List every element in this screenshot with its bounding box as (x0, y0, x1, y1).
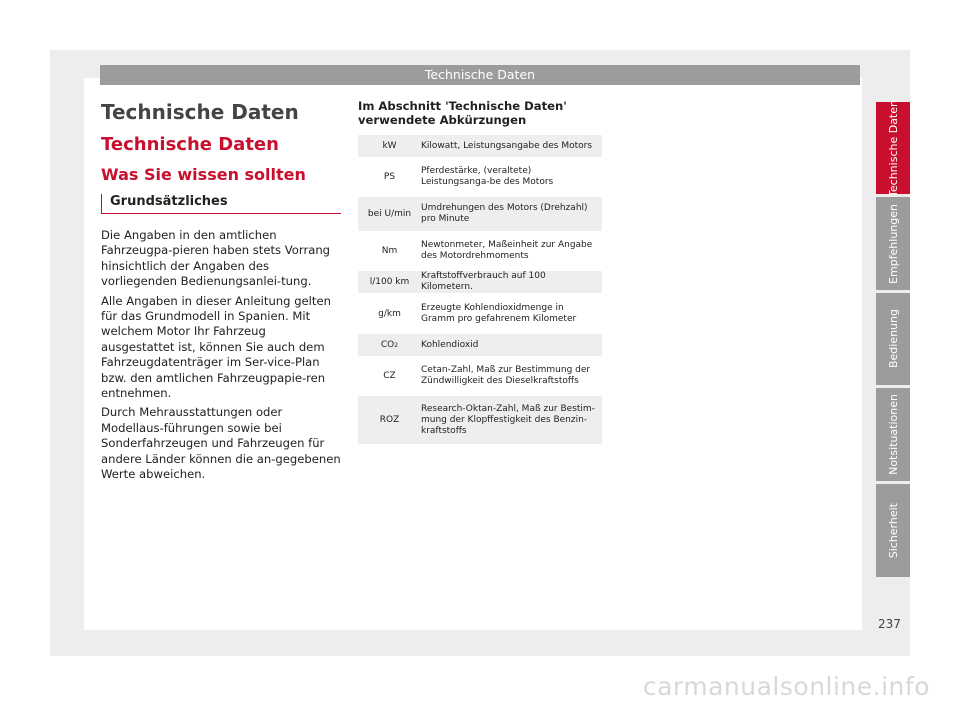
abbr-cell: Nm (381, 246, 398, 256)
table-row (358, 396, 602, 446)
desc-cell: Cetan-Zahl, Maß zur Bestimmung der Zündwilligkeit des Dieselkraftstoffs (421, 365, 591, 386)
tab-label: Technische Daten (886, 99, 900, 197)
abbreviation-table (358, 135, 602, 446)
subsection-title: Was Sie wissen sollten (101, 165, 306, 184)
desc-cell: Kilowatt, Leistungsangabe des Motors (421, 140, 593, 151)
page-number: 237 (878, 617, 901, 631)
desc-cell: Pferdestärke, (veraltete) Leistungsanga-be des Motors (421, 166, 554, 187)
abbr-cell: g/km (378, 308, 401, 319)
body-paragraph: Alle Angaben in dieser Anleitung gelten für das Grundmodell in Spanien. Mit welchem Motor Ihr Fahrzeug ausgestattet ist, können Sie auch dem Fahrzeugdatenträger im Ser-vice-Plan bzw. den amtlichen Fahrzeugpapie-ren entnehmen. (101, 293, 331, 401)
desc-cell: Research-Oktan-Zahl, Maß zur Bestim-mung der Klopffestigkeit des Benzin-kraftstoffs (421, 403, 595, 436)
abbr-main: CO (380, 340, 395, 350)
abbreviation-section (358, 99, 602, 446)
desc-cell: Erzeugte Kohlendioxidmenge in Gramm pro gefahrenem Kilometer (421, 302, 577, 324)
tab-bedienung[interactable] (876, 293, 910, 385)
table-row (358, 159, 602, 197)
desc-cell: Newtonmeter, Maßeinheit zur Angabe des Motordrehmoments (421, 240, 593, 261)
desc-cell: Kohlendioxid (421, 339, 479, 350)
table-row (358, 271, 602, 295)
tab-empfehlungen[interactable] (876, 197, 910, 290)
abbr-cell: l/100 km (369, 277, 410, 287)
abbr-cell (358, 334, 421, 356)
abbreviation-table-title: Im Abschnitt 'Technische Daten' verwendete Abkürzungen (358, 99, 567, 127)
abbr-cell: bei U/min (367, 209, 412, 219)
table-row (358, 135, 602, 159)
watermark: carmanualsonline.info (642, 672, 930, 701)
left-column (101, 100, 341, 487)
tab-label: Empfehlungen (886, 203, 900, 284)
running-header: Technische Daten (100, 65, 860, 85)
desc-cell: Kraftstoffverbrauch auf 100 Kilometern. (421, 271, 546, 292)
section-title: Technische Daten (101, 134, 279, 155)
abbr-subscript: 2 (394, 341, 399, 349)
tab-notsituationen[interactable] (876, 388, 910, 481)
tab-label: Sicherheit (886, 502, 900, 559)
table-row (358, 233, 602, 271)
tab-label: Bedienung (886, 309, 900, 369)
body-paragraph: Durch Mehrausstattungen oder Modellaus-führungen sowie bei Sonderfahrzeugen und Fahrzeugen für andere Länder können die an-gegebenen Werte abweichen. (101, 405, 341, 482)
table-row (358, 358, 602, 396)
abbr-cell: ROZ (379, 415, 400, 425)
tab-technische-daten[interactable] (876, 99, 910, 197)
table-row (358, 295, 602, 334)
abbr-cell: PS (383, 172, 396, 182)
desc-cell: Umdrehungen des Motors (Drehzahl) pro Minute (421, 203, 588, 224)
tab-sicherheit[interactable] (876, 484, 910, 577)
chapter-tabs (876, 99, 910, 580)
tab-label: Notsituationen (886, 394, 900, 475)
chapter-title: Technische Daten (101, 100, 299, 124)
table-row (358, 334, 602, 358)
topic-heading: Grundsätzliches (101, 194, 341, 214)
abbr-cell: kW (382, 141, 397, 151)
abbr-cell: CZ (383, 371, 396, 381)
body-paragraph: Die Angaben in den amtlichen Fahrzeugpa-pieren haben stets Vorrang hinsichtlich der Angaben des vorliegenden Bedienungsanlei-tung. (101, 228, 331, 289)
table-row (358, 197, 602, 233)
